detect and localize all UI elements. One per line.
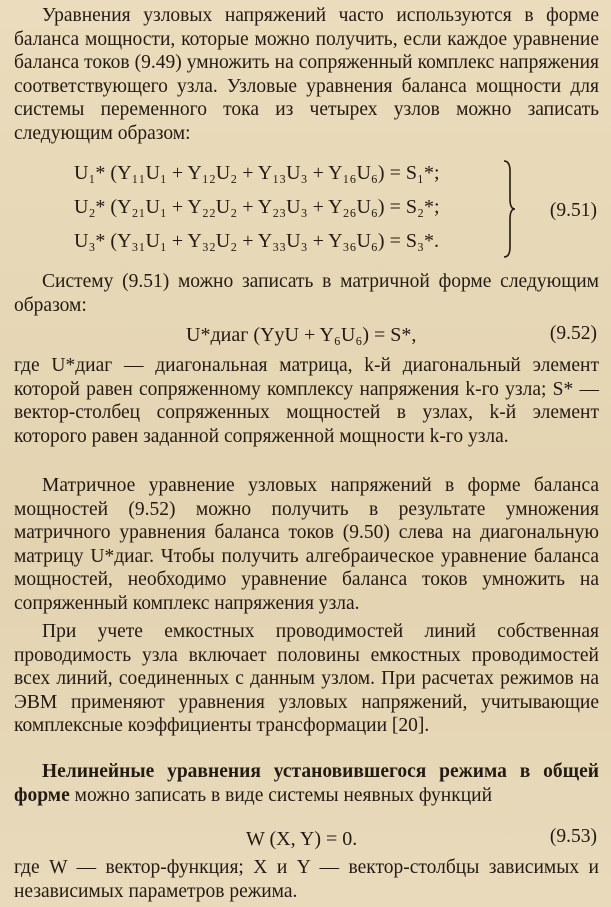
- paragraph-3: где U*диаг — диагональная матрица, k-й диагональный элемент которой равен сопряженному комплексу напряжения k-го узла; S* — вектор-столбец сопряженных мощностей в узлах, k-й элемент которого равен заданной сопряженной мощности k-го узла.: [14, 355, 599, 447]
- equation-9-51-row-3: U₃* (Y₃₁U₁ + Y₃₂U₂ + Y₃₃U₃ + Y₃₆U₆) = S₃*.: [74, 230, 439, 252]
- bold-term: Нелинейные уравнения установившегося режима в общей форме: [14, 761, 599, 806]
- paragraph-6-rest: можно записать в виде системы неявных функций: [74, 784, 493, 806]
- paragraph-1: Уравнения узловых напряжений часто используются в форме баланса мощности, которые можно получить, если каждое уравнение баланса токов (9.49) умножить на сопряженный комплекс напряжения соответствующего узла. Узловые уравнения баланса мощности для системы переменного тока из четырех узлов можно записать следующим образом:: [14, 5, 599, 144]
- right-brace-icon: [502, 159, 516, 259]
- paragraph-5: При учете емкостных проводимостей линий собственная проводимость узла включает половины емкостных проводимостей всех линий, соединенных с данным узлом. При расчетах режимов на ЭВМ применяют уравнения узловых напряжений, учитывающие комплексные коэффициенты трансформации [20].: [14, 621, 599, 737]
- paragraph-7: где W — вектор-функция; X и Y — вектор-столбцы зависимых и независимых параметров режима.: [14, 857, 599, 902]
- paragraph-4: Матричное уравнение узловых напряжений в форме баланса мощностей (9.52) можно получить в результате умножения матричного уравнения баланса токов (9.50) слева на диагональную матрицу U*диаг. Чтобы получить алгебраическое уравнение баланса мощностей, необходимо уравнение баланса токов умножить на сопряженный комплекс напряжения узла.: [14, 475, 599, 614]
- equation-number-9-53: (9.53): [549, 826, 597, 847]
- equation-9-53: W (X, Y) = 0.: [246, 828, 358, 850]
- equation-number-9-51: (9.51): [549, 200, 597, 221]
- equation-9-52: U*диаг (YуU + Y₆U₆) = S*,: [186, 324, 417, 346]
- equation-number-9-52: (9.52): [549, 323, 597, 344]
- paragraph-6: [14, 760, 599, 807]
- equation-9-51-row-1: U₁* (Y₁₁U₁ + Y₁₂U₂ + Y₁₃U₃ + Y₁₆U₆) = S₁*;: [74, 162, 440, 184]
- paragraph-2: Систему (9.51) можно записать в матричной форме следующим образом:: [14, 271, 599, 316]
- equation-9-51-row-2: U₂* (Y₂₁U₁ + Y₂₂U₂ + Y₂₃U₃ + Y₂₆U₆) = S₂*;: [74, 196, 440, 218]
